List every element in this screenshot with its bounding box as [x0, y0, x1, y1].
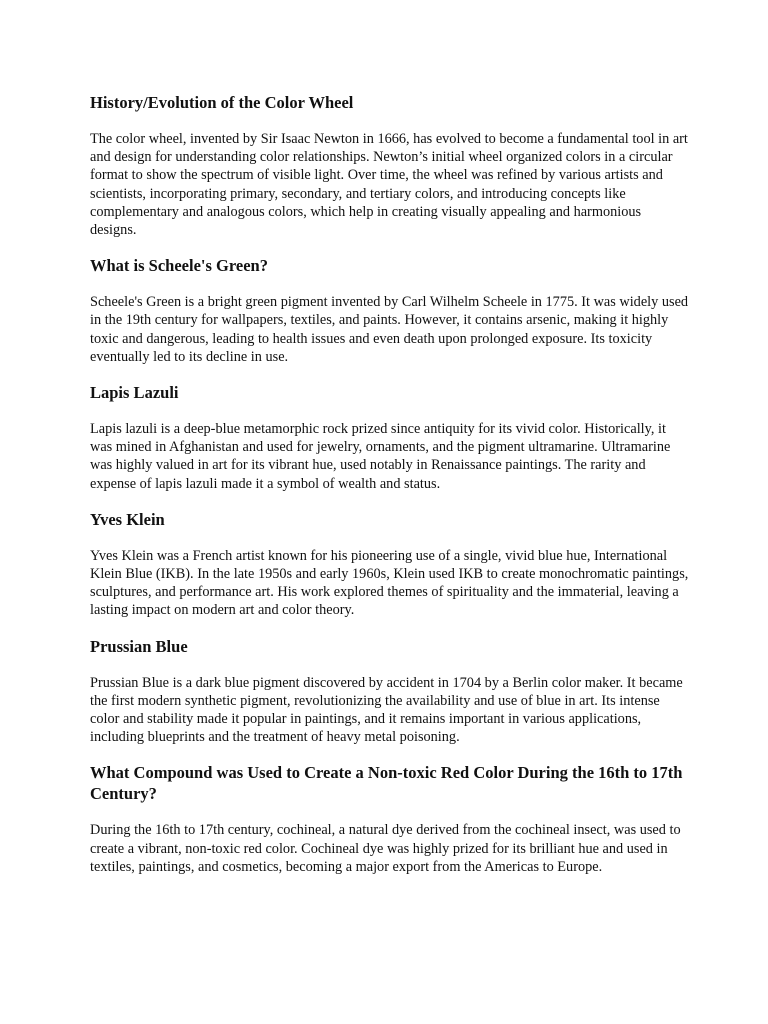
- section-heading: What is Scheele's Green?: [90, 256, 268, 276]
- section-lapis-lazuli: [90, 382, 690, 493]
- section-yves-klein: [90, 509, 690, 620]
- section-body: During the 16th to 17th century, cochineal, a natural dye derived from the cochineal insect, was used to create a vibrant, non-toxic red color. Cochineal dye was highly prized for its brilliant hue and used in textiles, paintings, and cosmetics, becoming a major export from the Americas to Europe.: [90, 822, 681, 875]
- section-prussian-blue: [90, 636, 690, 747]
- section-body: The color wheel, invented by Sir Isaac Newton in 1666, has evolved to become a fundamental tool in art and design for understanding color relationships. Newton’s initial wheel organized colors in a circular format to show the spectrum of visible light. Over time, the wheel was refined by various artists and scientists, incorporating primary, secondary, and tertiary colors, and introducing concepts like complementary and analogous colors, which help in creating visually appealing and harmonious designs.: [90, 131, 688, 239]
- section-scheeles-green: [90, 255, 690, 366]
- section-heading: History/Evolution of the Color Wheel: [90, 93, 354, 112]
- section-body: Yves Klein was a French artist known for his pioneering use of a single, vivid blue hue, International Klein Blue (IKB). In the late 1950s and early 1960s, Klein used IKB to create monochromatic paintings, sculptures, and performance art. His work explored themes of spirituality and the immaterial, leaving a lasting impact on modern art and color theory.: [90, 547, 689, 619]
- section-non-toxic-red: [90, 762, 690, 876]
- section-heading: Prussian Blue: [90, 636, 188, 656]
- section-body: Prussian Blue is a dark blue pigment discovered by accident in 1704 by a Berlin color maker. It became the first modern synthetic pigment, revolutionizing the availability and use of blue in art. Its intense color and stability made it popular in paintings, and it remains important in various applications, including blueprints and the treatment of heavy metal poisoning.: [90, 674, 683, 746]
- section-heading: What Compound was Used to Create a Non-toxic Red Color During the 16th to 17th Century?: [90, 763, 683, 804]
- section-body: Scheele's Green is a bright green pigment invented by Carl Wilhelm Scheele in 1775. It was widely used in the 19th century for wallpapers, textiles, and paints. However, it contains arsenic, making it highly toxic and dangerous, leading to health issues and even death upon prolonged exposure. Its toxicity eventually led to its decline in use.: [90, 294, 689, 365]
- section-color-wheel: [90, 92, 690, 239]
- section-heading: Yves Klein: [90, 509, 165, 529]
- section-heading: Lapis Lazuli: [90, 383, 179, 403]
- section-body: Lapis lazuli is a deep-blue metamorphic rock prized since antiquity for its vivid color. Historically, it was mined in Afghanistan and used for jewelry, ornaments, and the pigment ultramarine. Ultramarine was highly valued in art for its vibrant hue, used notably in Renaissance paintings. The rarity and expense of lapis lazuli made it a symbol of wealth and status.: [90, 421, 671, 492]
